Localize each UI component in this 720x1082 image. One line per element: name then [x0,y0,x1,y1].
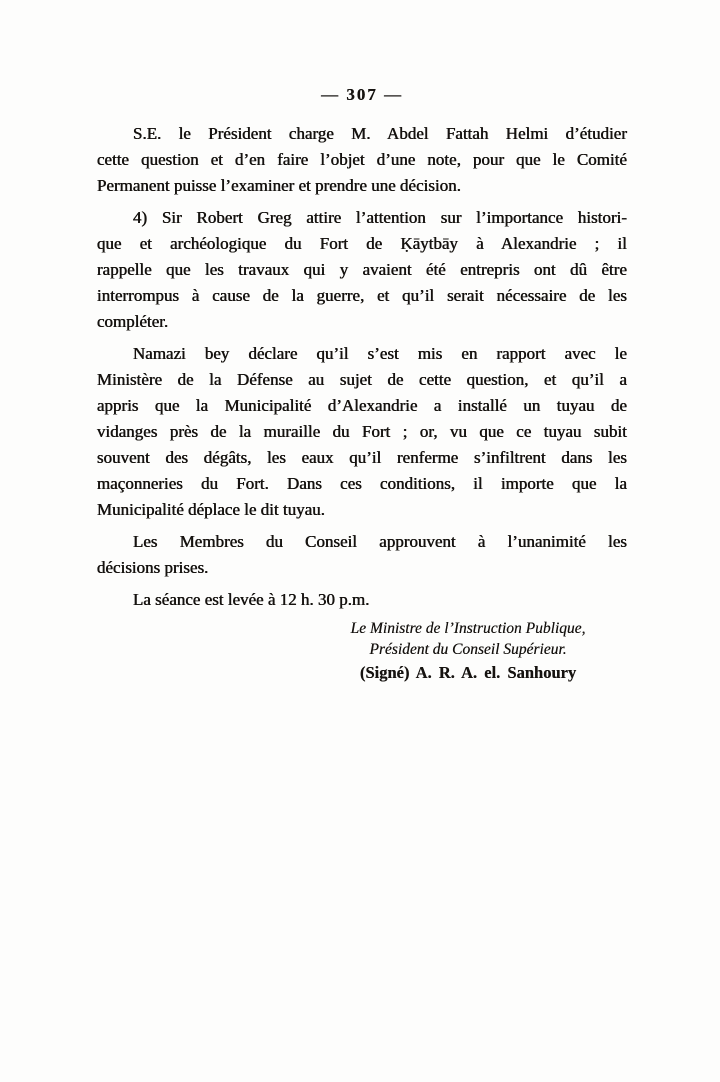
text-line: vidanges près de la muraille du Fort ; or, vu que ce tuyau subit [97,422,627,441]
text-line: compléter. [97,312,169,331]
text-line: cette question et d’en faire l’objet d’une note, pour que le Comité [97,150,627,169]
text-line: décisions prises. [97,558,209,577]
text-line: appris que la Municipalité d’Alexandrie a installé un tuyau de [97,396,627,415]
text-line: 4) Sir Robert Greg attire l’attention sur l’importance histori- [133,208,627,227]
signature-title-line-2: Président du Conseil Supérieur. [369,641,567,658]
signature-block [320,618,616,684]
paragraph [97,121,627,199]
text-line: La séance est levée à 12 h. 30 p.m. [133,590,370,609]
signature-title-line-1: Le Ministre de l’Instruction Publique, [350,620,586,637]
text-line: Ministère de la Défense au sujet de cette question, et qu’il a [97,370,627,389]
signature-signed-line: (Signé) A. R. A. el. Sanhoury [359,663,577,682]
text-line: Namazi bey déclare qu’il s’est mis en rapport avec le [133,344,627,363]
text-line: interrompus à cause de la guerre, et qu’il serait nécessaire de les [97,286,627,305]
text-line: Les Membres du Conseil approuvent à l’unanimité les [133,532,627,551]
text-line: souvent des dégâts, les eaux qu’il renferme s’infiltrent dans les [97,448,627,467]
paragraph [97,205,627,335]
document-body [97,121,627,613]
text-line: S.E. le Président charge M. Abdel Fattah Helmi d’étudier [133,124,627,143]
paragraph [97,587,627,613]
text-line: rappelle que les travaux qui y avaient été entrepris ont dû être [97,260,627,279]
text-line: maçonneries du Fort. Dans ces conditions, il importe que la [97,474,627,493]
text-line: que et archéologique du Fort de Ḳāytbāy à Alexandrie ; il [97,234,627,253]
text-line: Municipalité déplace le dit tuyau. [97,500,326,519]
page-number: — 307 — [321,85,403,104]
paragraph [97,341,627,523]
paragraph [97,529,627,581]
text-line: Permanent puisse l’examiner et prendre une décision. [97,176,461,195]
